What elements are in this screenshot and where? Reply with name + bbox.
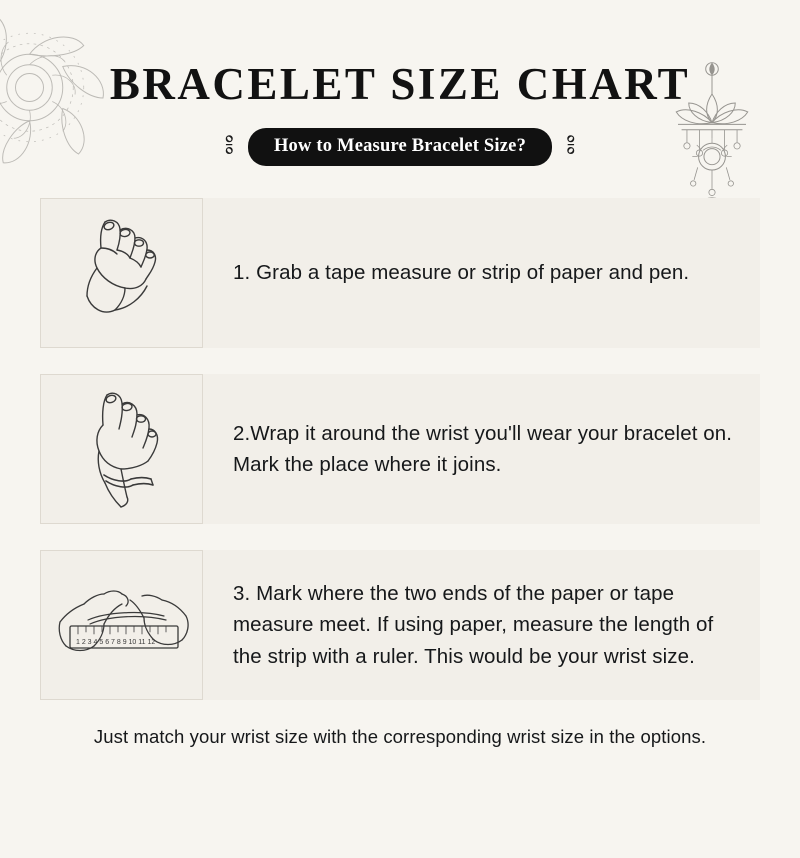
- flourish-right-icon: ༔: [566, 131, 576, 159]
- step-illustration-1: [40, 198, 203, 348]
- hand-wrist-wrapped-tape-icon: [47, 379, 197, 519]
- subtitle-pill: How to Measure Bracelet Size?: [248, 128, 552, 166]
- step-item: [40, 550, 760, 700]
- step-item: [40, 374, 760, 524]
- step-text-1: 1. Grab a tape measure or strip of paper and pen.: [233, 261, 690, 285]
- hands-measuring-ruler-icon: [46, 560, 198, 690]
- step-illustration-2: [40, 374, 203, 524]
- hand-fist-with-tape-icon: [47, 204, 197, 342]
- document-body: [0, 58, 800, 748]
- step-illustration-3: [40, 550, 203, 700]
- flourish-left-icon: ༔: [224, 131, 234, 159]
- step-text-3: 3. Mark where the two ends of the paper or tape measure meet. If using paper, measure the length of the strip with a ruler. This would be your wrist size.: [233, 582, 714, 668]
- svg-text:1 2 3 4 5 6 7 8 9 10 11 12: 1 2 3 4 5 6 7 8 9 10 11 12: [75, 639, 155, 646]
- steps-list: [40, 198, 760, 700]
- step-item: [40, 198, 760, 348]
- page-title: BRACELET SIZE CHART: [109, 59, 691, 109]
- footer-note: Just match your wrist size with the corresponding wrist size in the options.: [93, 726, 707, 747]
- subtitle-row: [40, 128, 760, 166]
- step-text-2: 2.Wrap it around the wrist you'll wear your bracelet on. Mark the place where it joins.: [233, 421, 733, 476]
